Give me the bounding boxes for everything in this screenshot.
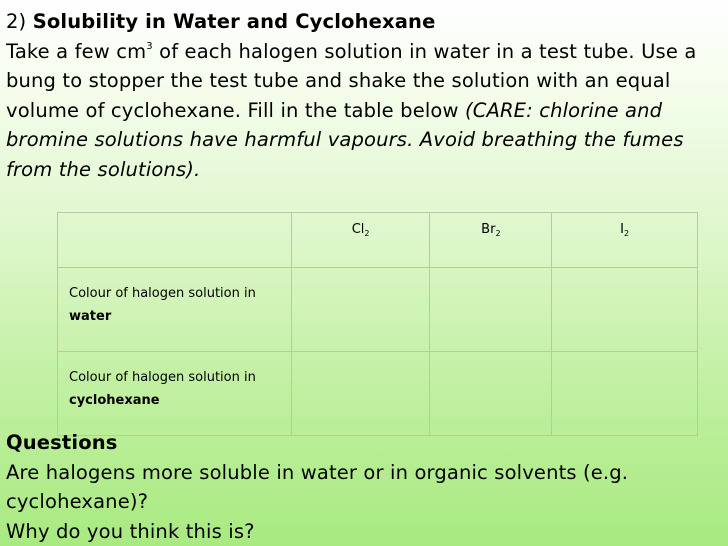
cell-cyclohexane-bromine[interactable] [430, 352, 552, 436]
column-header-bromine [430, 213, 552, 268]
column-symbol: Cl [351, 222, 365, 237]
cell-water-iodine[interactable] [552, 268, 698, 352]
column-subscript: 2 [624, 229, 630, 238]
column-header-iodine [552, 213, 698, 268]
section-number: 2) [6, 10, 27, 33]
instructions-text [6, 37, 722, 185]
results-table [57, 212, 698, 436]
table-row [58, 268, 698, 352]
column-subscript: 2 [495, 229, 501, 238]
row-label-prefix: Colour of halogen solution in [69, 286, 256, 301]
instructions-block [6, 7, 722, 184]
instructions-part2: of each halogen solution in water in a test tube. Use a bung to stopper the test tube and shake the solution with an equal volume of cyclohexane. Fill in the table below [6, 39, 697, 122]
cell-water-chlorine[interactable] [291, 268, 430, 352]
column-symbol: I [620, 222, 624, 237]
row-label-solvent: cyclohexane [69, 393, 160, 408]
row-label-solvent: water [69, 309, 112, 324]
question-item: Are halogens more soluble in water or in organic solvents (e.g. cyclohexane)? [6, 460, 629, 513]
questions-heading: Questions [6, 431, 118, 454]
cell-cyclohexane-chlorine[interactable] [291, 352, 430, 436]
cell-water-bromine[interactable] [430, 268, 552, 352]
row-label-cyclohexane [58, 352, 292, 436]
table-corner-cell [58, 213, 292, 268]
table-header-row [58, 213, 698, 268]
column-subscript: 2 [364, 229, 370, 238]
table-row [58, 352, 698, 436]
unit-superscript: 3 [146, 40, 153, 52]
column-header-chlorine [291, 213, 430, 268]
questions-block [6, 428, 722, 546]
column-symbol: Br [481, 222, 496, 237]
section-title: Solubility in Water and Cyclohexane [32, 10, 436, 33]
section-heading [6, 7, 722, 37]
row-label-prefix: Colour of halogen solution in [69, 370, 256, 385]
question-item: Why do you think this is? [6, 519, 255, 543]
instructions-part1: Take a few cm [6, 39, 147, 63]
caution-note: (CARE: chlorine and bromine solutions have harmful vapours. Avoid breathing the fumes from the solutions). [6, 98, 684, 181]
row-label-water [58, 268, 292, 352]
cell-cyclohexane-iodine[interactable] [552, 352, 698, 436]
